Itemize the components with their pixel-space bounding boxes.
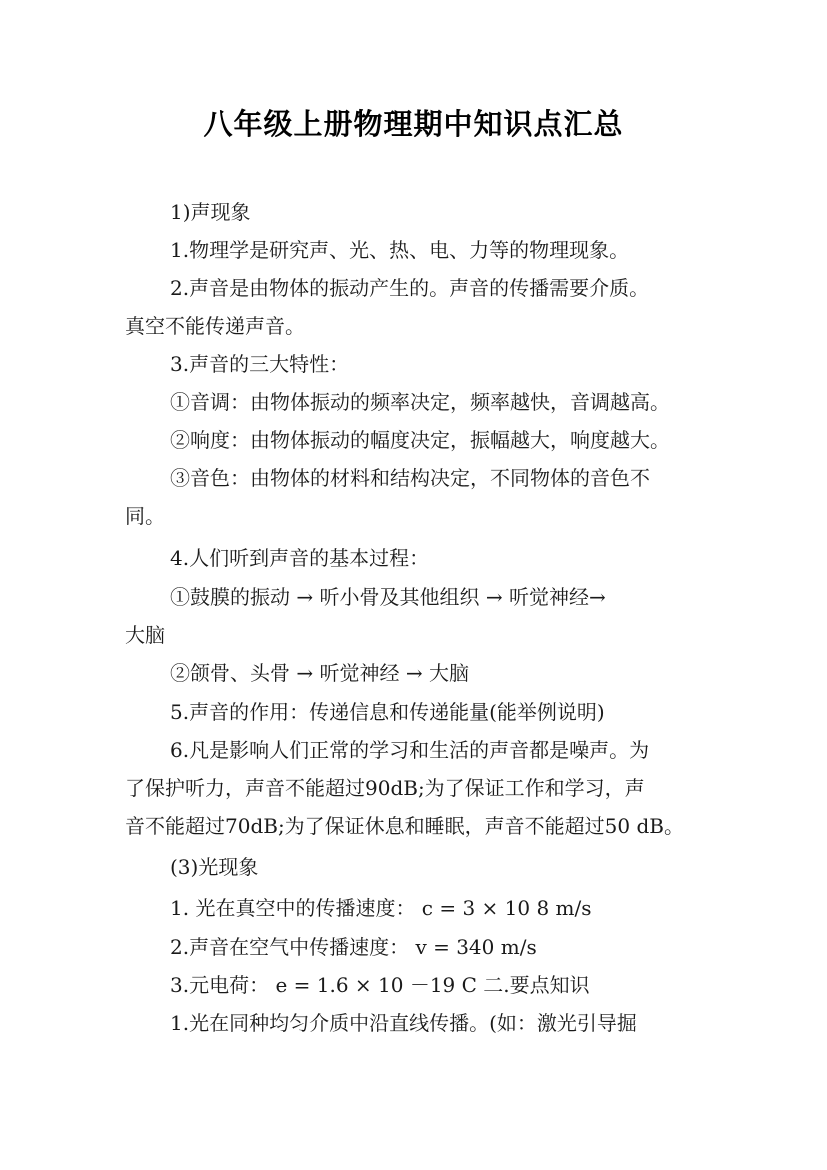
paragraph-line: 5.声音的作用：传递信息和传递能量(能举例说明) — [170, 700, 605, 724]
paragraph-line: 3.元电荷： e = 1.6 × 10 －19 C 二.要点知识 — [170, 973, 590, 997]
section-heading-light: (3)光现象 — [170, 855, 259, 879]
paragraph-line: 1.光在同种均匀介质中沿直线传播。(如：激光引导掘 — [170, 1011, 637, 1035]
section-heading-sound: 1)声现象 — [170, 200, 251, 224]
paragraph-line: 6.凡是影响人们正常的学习和生活的声音都是噪声。为 — [170, 738, 650, 762]
paragraph-line: 了保护听力，声音不能超过90dB;为了保证工作和学习，声 — [125, 776, 645, 800]
paragraph-line: 同。 — [125, 504, 165, 528]
paragraph-line: 2.声音是由物体的振动产生的。声音的传播需要介质。 — [170, 276, 650, 300]
paragraph-line: 音不能超过70dB;为了保证休息和睡眠，声音不能超过50 dB。 — [125, 814, 684, 838]
paragraph-line: ①音调：由物体振动的频率决定，频率越快，音调越高。 — [170, 390, 670, 414]
paragraph-line: ①鼓膜的振动 → 听小骨及其他组织 → 听觉神经→ — [170, 585, 606, 609]
paragraph-line: ②响度：由物体振动的幅度决定，振幅越大，响度越大。 — [170, 428, 670, 452]
paragraph-line: 4.人们听到声音的基本过程： — [170, 546, 430, 570]
paragraph-line: 2.声音在空气中传播速度： v = 340 m/s — [170, 935, 537, 959]
paragraph-line: 1. 光在真空中的传播速度： c = 3 × 10 8 m/s — [170, 896, 592, 920]
paragraph-line: 大脑 — [125, 623, 165, 647]
paragraph-line: ③音色：由物体的材料和结构决定，不同物体的音色不 — [170, 466, 650, 490]
document-title: 八年级上册物理期中知识点汇总 — [203, 107, 624, 141]
paragraph-line: 真空不能传递声音。 — [125, 314, 305, 338]
paragraph-line: 3.声音的三大特性： — [170, 352, 350, 376]
paragraph-line: ②颌骨、头骨 → 听觉神经 → 大脑 — [170, 661, 469, 685]
paragraph-line: 1.物理学是研究声、光、热、电、力等的物理现象。 — [170, 238, 630, 262]
